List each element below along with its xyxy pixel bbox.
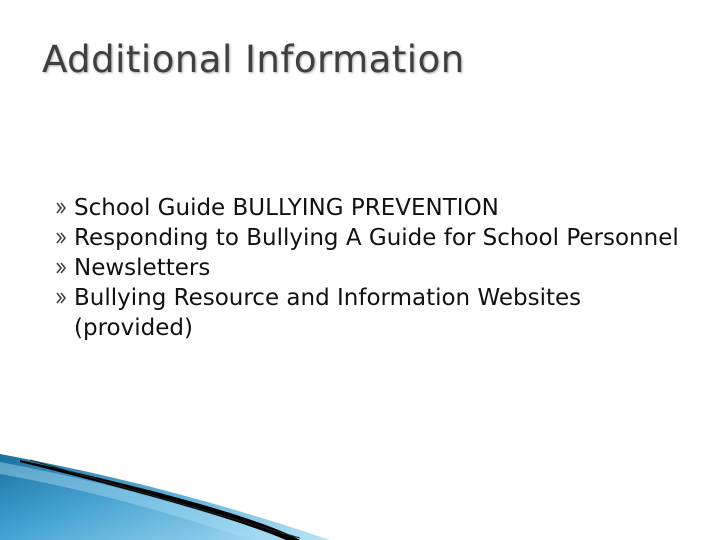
bullet-item — [56, 223, 696, 253]
bullet-text: School Guide BULLYING PREVENTION — [74, 195, 499, 221]
decorative-wave-graphic — [0, 440, 720, 540]
bullet-text: Newsletters — [74, 255, 211, 281]
bullet-text: Bullying Resource and Information Websites (provided) — [74, 285, 582, 341]
slide-title: Additional Information — [42, 38, 465, 81]
chevron-right-double-icon — [56, 292, 66, 304]
bullet-text: Responding to Bullying A Guide for School Personnel — [74, 225, 679, 251]
chevron-right-double-icon — [56, 232, 66, 244]
bullet-item — [56, 283, 696, 343]
bullet-list — [56, 193, 696, 343]
bullet-item — [56, 193, 696, 223]
bullet-item — [56, 253, 696, 283]
chevron-right-double-icon — [56, 202, 66, 214]
chevron-right-double-icon — [56, 262, 66, 274]
